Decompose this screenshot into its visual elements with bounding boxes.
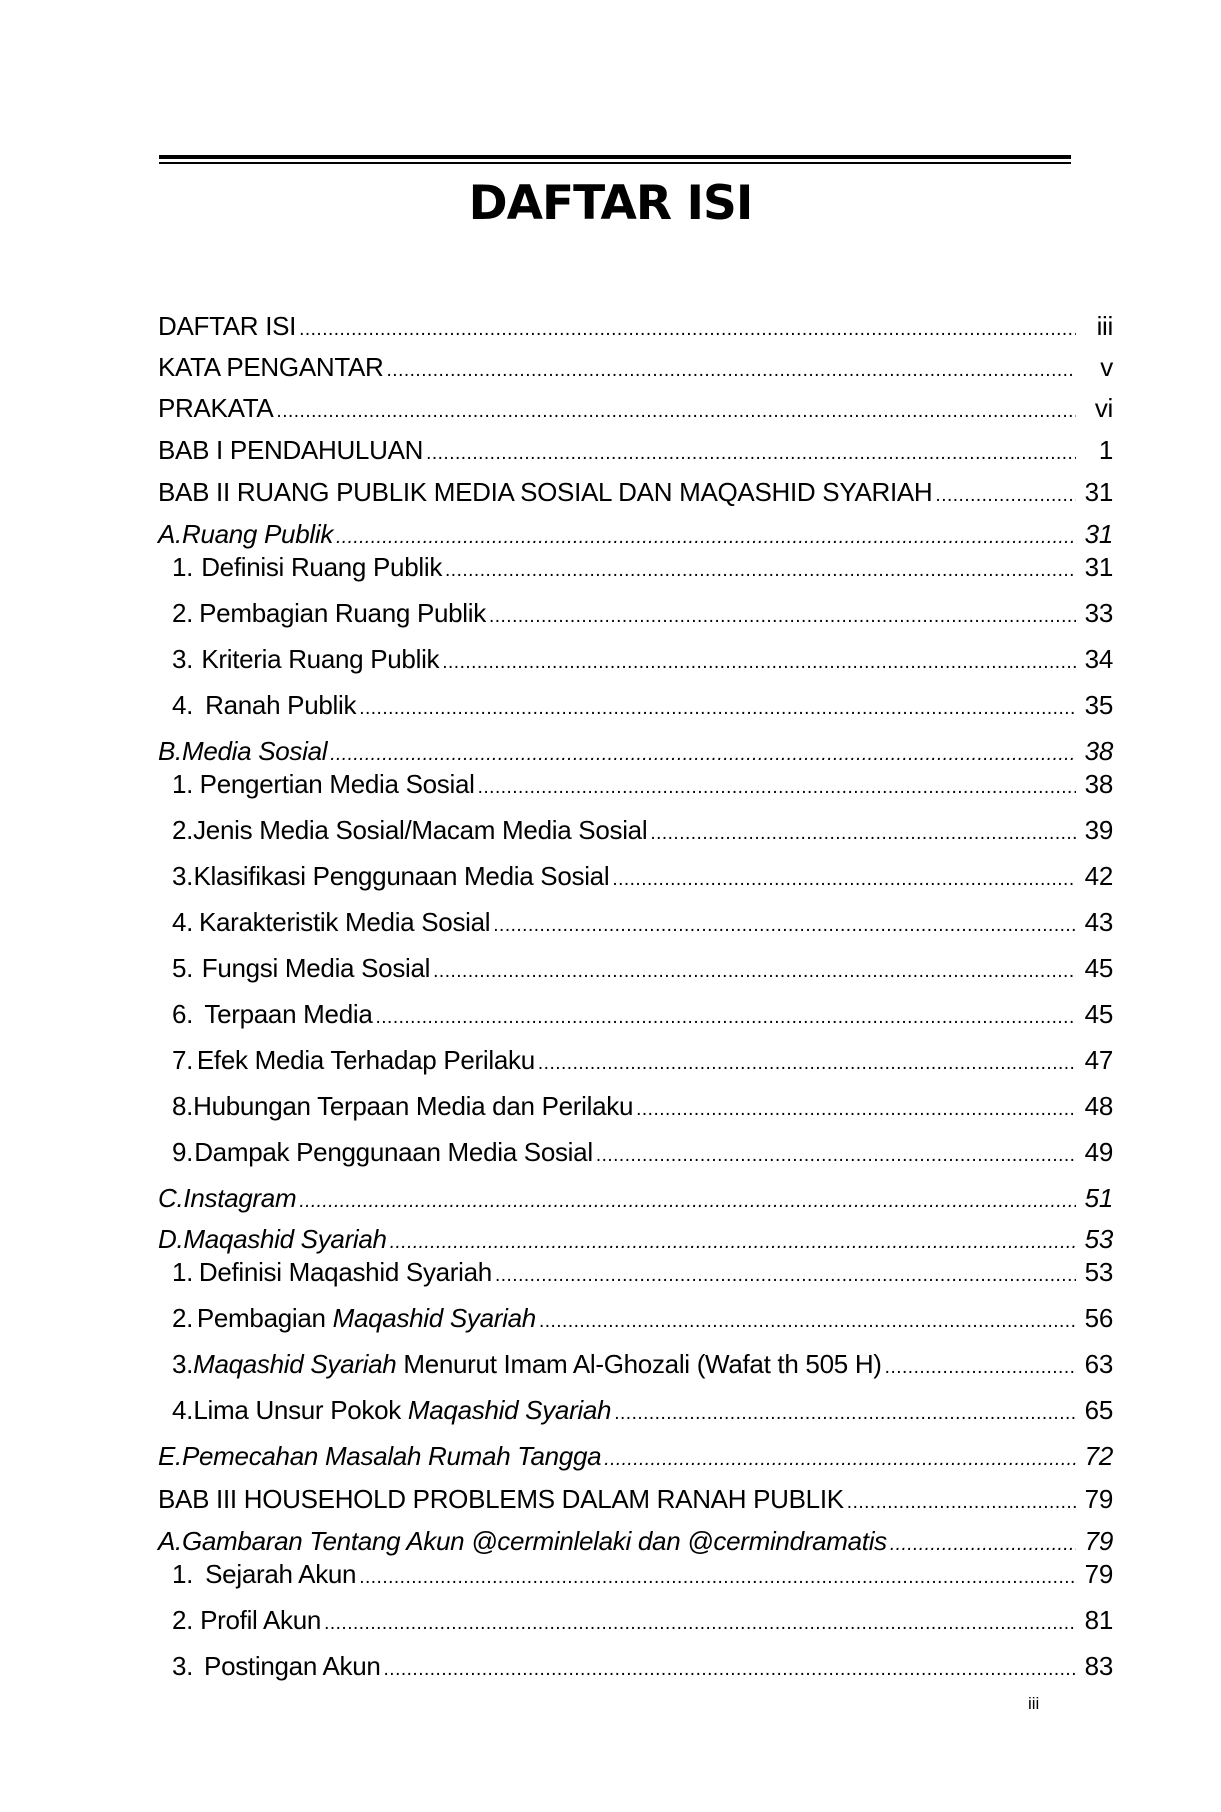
toc-entry-subsection[interactable] (158, 858, 1113, 894)
toc-leader (538, 1046, 1076, 1082)
toc-leader (376, 1000, 1077, 1036)
toc-page: 83 (1084, 1651, 1113, 1681)
toc-page: 56 (1084, 1303, 1113, 1333)
toc-label: Postingan Akun (204, 1651, 381, 1681)
toc-page: 47 (1084, 1045, 1113, 1075)
toc-page: 42 (1084, 861, 1113, 891)
toc-number: E. (158, 1441, 182, 1471)
toc-number: 1. (172, 1257, 194, 1287)
toc-entry-subsection[interactable] (158, 812, 1113, 848)
toc-label: Jenis Media Sosial/Macam Media Sosial (193, 815, 648, 845)
toc-number: A. (158, 1526, 182, 1556)
toc-page: 79 (1084, 1526, 1113, 1556)
toc-leader (885, 1350, 1076, 1386)
toc-leader (445, 553, 1076, 589)
toc-label: KATA PENGANTAR (158, 352, 384, 382)
toc-page: 72 (1084, 1441, 1113, 1471)
toc-page: 45 (1084, 953, 1113, 983)
toc-leader (493, 908, 1076, 944)
toc-entry-subsection[interactable] (158, 1346, 1113, 1382)
toc-number: 1. (172, 552, 194, 582)
toc-label: Media Sosial (181, 736, 328, 766)
toc-page: 38 (1084, 769, 1113, 799)
toc-entry-subsection[interactable] (158, 549, 1113, 585)
toc-entry-subsection[interactable] (158, 766, 1113, 802)
toc-label: Pembagian Ruang Publik (199, 598, 486, 628)
toc-leader (384, 1652, 1076, 1688)
toc-entry-subsection[interactable] (158, 595, 1113, 631)
toc-number: B. (158, 736, 182, 766)
toc-label-plain: Menurut Imam Al-Ghozali (Wafat th 505 H) (396, 1349, 882, 1379)
toc-label: Karakteristik Media Sosial (198, 907, 491, 937)
toc-page: 33 (1084, 598, 1113, 628)
toc-label: Maqashid Syariah (183, 1224, 387, 1254)
toc-leader (276, 394, 1076, 430)
toc-number: D. (158, 1224, 184, 1254)
toc-entry-subsection[interactable] (158, 1042, 1113, 1078)
toc-leader (433, 954, 1076, 990)
toc-label: Fungsi Media Sosial (201, 953, 431, 983)
toc-label: Klasifikasi Penggunaan Media Sosial (193, 861, 610, 891)
toc-number: 3. (172, 1349, 194, 1379)
toc-label: Profil Akun (200, 1605, 322, 1635)
toc-number: 3. (172, 1651, 194, 1681)
toc-page: 45 (1084, 999, 1113, 1029)
toc-entry-subsection[interactable] (158, 904, 1113, 940)
toc-label: Ruang Publik (181, 519, 334, 549)
toc-leader (847, 1485, 1076, 1521)
page-title: DAFTAR ISI (468, 176, 753, 231)
toc-page: 1 (1098, 435, 1113, 465)
toc-label (197, 1300, 536, 1336)
toc-page: 81 (1084, 1605, 1113, 1635)
toc-leader (324, 1606, 1076, 1642)
toc-entry-section-b[interactable] (158, 733, 1113, 769)
toc-entry-bab-2[interactable] (158, 474, 1113, 510)
toc-label: PRAKATA (158, 393, 274, 423)
toc-entry-subsection[interactable] (158, 1648, 1113, 1684)
toc-entry-kata-pengantar[interactable] (158, 349, 1113, 385)
toc-label: Ranah Publik (205, 690, 357, 720)
toc-label: BAB II RUANG PUBLIK MEDIA SOSIAL DAN MAQASHID SYARIAH (158, 477, 933, 507)
toc-leader (426, 436, 1076, 472)
toc-leader (604, 1442, 1076, 1478)
toc-page: 79 (1084, 1484, 1113, 1514)
toc-entry-subsection[interactable] (158, 1602, 1113, 1638)
toc-page: 65 (1084, 1395, 1113, 1425)
toc-page: iii (1096, 311, 1113, 341)
toc-label: Dampak Penggunaan Media Sosial (194, 1137, 593, 1167)
toc-leader (596, 1138, 1076, 1174)
toc-label: Hubungan Terpaan Media dan Perilaku (193, 1091, 634, 1121)
toc-label: Pengertian Media Sosial (199, 769, 475, 799)
toc-page: 31 (1084, 477, 1113, 507)
toc-leader (387, 353, 1076, 389)
toc-entry-bab-3[interactable] (158, 1481, 1113, 1517)
toc-leader (495, 1258, 1076, 1294)
toc-entry-subsection[interactable] (158, 1254, 1113, 1290)
toc-page: 38 (1084, 736, 1113, 766)
toc-number: 5. (172, 953, 194, 983)
toc-page: 35 (1084, 690, 1113, 720)
toc-number: 1. (172, 1559, 194, 1589)
toc-number: 6. (172, 999, 194, 1029)
toc-number: 1. (172, 769, 194, 799)
toc-entry-subsection[interactable] (158, 1556, 1113, 1592)
toc-label: Kriteria Ruang Publik (201, 644, 440, 674)
toc-page: 63 (1084, 1349, 1113, 1379)
toc-entry-section-d[interactable] (158, 1221, 1113, 1257)
toc-label: DAFTAR ISI (158, 311, 297, 341)
toc-number: 4. (172, 690, 194, 720)
toc-label: Gambaran Tentang Akun @cerminlelaki dan @cermindramatis (181, 1526, 887, 1556)
toc-leader (539, 1304, 1076, 1340)
toc-label: BAB III HOUSEHOLD PROBLEMS DALAM RANAH PUBLIK (158, 1484, 844, 1514)
toc-entry-section-a[interactable] (158, 516, 1113, 552)
toc-page: 39 (1084, 815, 1113, 845)
toc-number: A. (158, 519, 182, 549)
toc-page: 31 (1084, 519, 1113, 549)
toc-leader (612, 862, 1076, 898)
toc-label-plain: Pembagian (196, 1303, 333, 1333)
toc-label: BAB I PENDAHULUAN (158, 435, 424, 465)
toc-leader (299, 1184, 1076, 1220)
toc-leader (636, 1092, 1076, 1128)
toc-entry-subsection[interactable] (158, 1088, 1113, 1124)
toc-page: v (1100, 352, 1113, 382)
toc-entry-subsection[interactable] (158, 1300, 1113, 1336)
toc-entry-daftar-isi[interactable] (158, 308, 1113, 344)
toc-leader (935, 478, 1076, 514)
toc-entry-subsection[interactable] (158, 687, 1113, 723)
toc-page: 49 (1084, 1137, 1113, 1167)
toc-page: 53 (1084, 1224, 1113, 1254)
toc-number: 8. (172, 1091, 194, 1121)
toc-label: Definisi Maqashid Syariah (198, 1257, 492, 1287)
toc-number: 2. (172, 1605, 194, 1635)
toc-leader (478, 770, 1076, 806)
toc-entry-subsection[interactable] (158, 641, 1113, 677)
toc-label (193, 1346, 882, 1382)
toc-label: Sejarah Akun (205, 1559, 357, 1589)
toc-number: 4. (172, 1395, 194, 1425)
toc-entry-subsection[interactable] (158, 996, 1113, 1032)
toc-label: Efek Media Terhadap Perilaku (196, 1045, 535, 1075)
toc-page: 53 (1084, 1257, 1113, 1287)
toc-leader (359, 1560, 1076, 1596)
toc-page: 48 (1084, 1091, 1113, 1121)
toc-label-italic: Maqashid Syariah (332, 1303, 536, 1333)
toc-page: 79 (1084, 1559, 1113, 1589)
toc-label: Terpaan Media (204, 999, 373, 1029)
toc-label-italic: Maqashid Syariah (193, 1349, 397, 1379)
toc-label: Instagram (183, 1183, 297, 1213)
toc-leader (359, 691, 1076, 727)
toc-number: 3. (172, 644, 194, 674)
toc-number: 3. (172, 861, 194, 891)
toc-number: C. (158, 1183, 184, 1213)
toc-label-italic: Maqashid Syariah (407, 1395, 612, 1425)
toc-label: Definisi Ruang Publik (201, 552, 443, 582)
toc-page: 43 (1084, 907, 1113, 937)
toc-entry-bab-1[interactable] (158, 432, 1113, 468)
toc-page: vi (1094, 393, 1113, 423)
toc-number: 2. (172, 598, 194, 628)
toc-page: 31 (1084, 552, 1113, 582)
page-number: iii (1028, 1694, 1040, 1713)
toc-leader (650, 816, 1076, 852)
header-rule-thin (159, 162, 1071, 164)
toc-number: 4. (172, 907, 194, 937)
toc-number: 7. (172, 1045, 194, 1075)
toc-entry-subsection[interactable] (158, 1392, 1113, 1428)
header-rule-thick (159, 155, 1071, 159)
toc-entry-subsection[interactable] (158, 950, 1113, 986)
toc-number: 2. (172, 1303, 194, 1333)
toc-number: 2. (172, 815, 194, 845)
toc-label-plain: Lima Unsur Pokok (193, 1395, 408, 1425)
toc-entry-prakata[interactable] (158, 390, 1113, 426)
toc-entry-section-e[interactable] (158, 1438, 1113, 1474)
toc-label (193, 1392, 611, 1428)
toc-entry-section-a-bab-3[interactable] (158, 1523, 1113, 1559)
toc-page: 51 (1084, 1183, 1113, 1213)
toc-entry-subsection[interactable] (158, 1134, 1113, 1170)
toc-page: 34 (1084, 644, 1113, 674)
toc-leader (489, 599, 1076, 635)
toc-leader (442, 645, 1076, 681)
toc-label: Pemecahan Masalah Rumah Tangga (181, 1441, 602, 1471)
toc-leader (614, 1396, 1076, 1432)
toc-number: 9. (172, 1137, 194, 1167)
toc-entry-section-c[interactable] (158, 1180, 1113, 1216)
toc-leader (299, 312, 1076, 348)
